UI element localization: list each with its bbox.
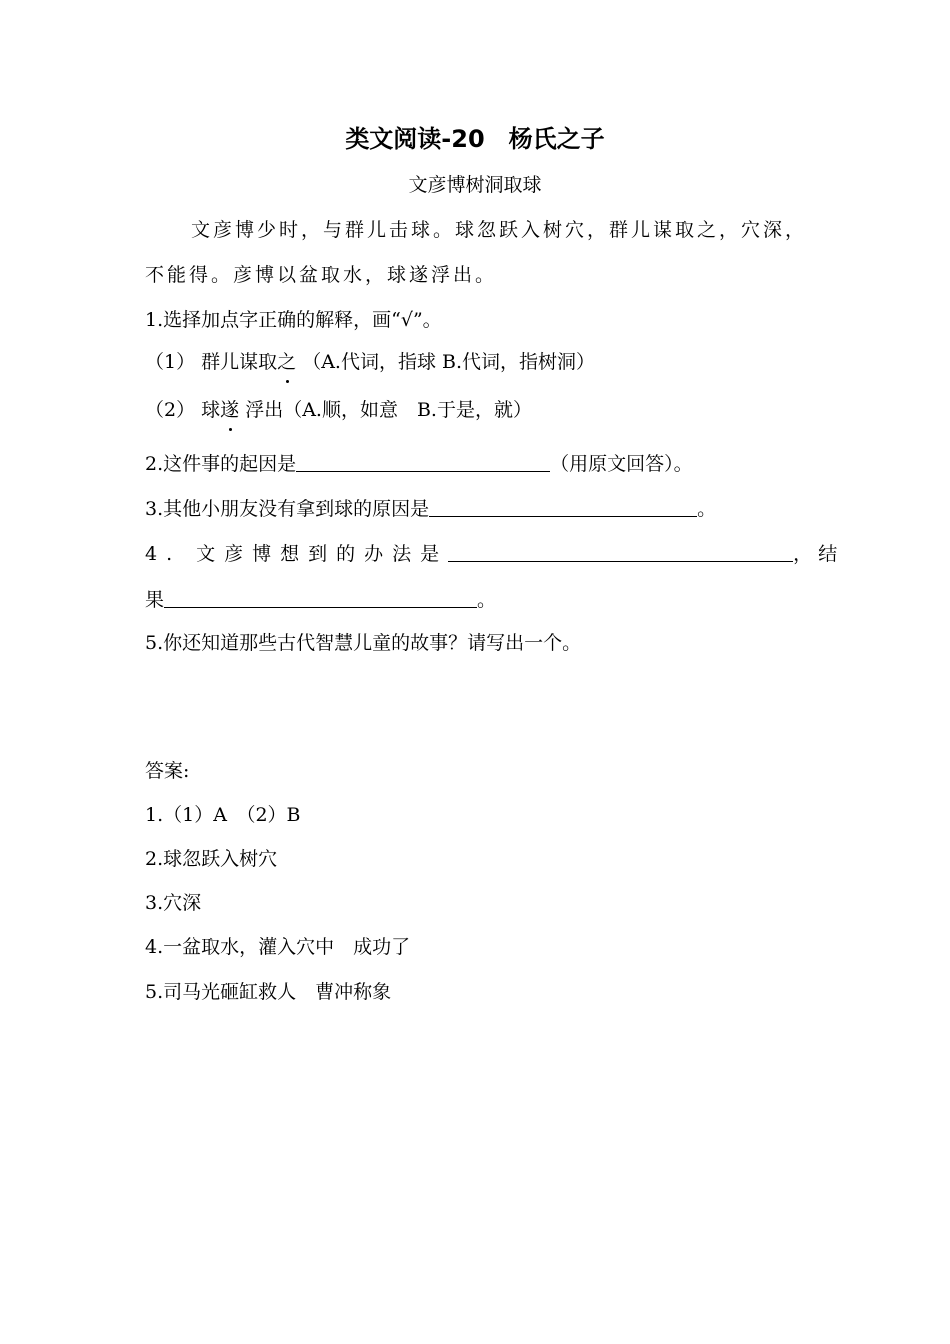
answer-3: 3.穴深 (145, 892, 202, 914)
answer-blank[interactable] (429, 496, 697, 517)
question-4-line-2 (145, 587, 496, 613)
answers-heading: 答案: (145, 760, 190, 782)
q1-2-prefix: （2） 球 (145, 399, 221, 421)
answer-2: 2.球忽跃入树穴 (145, 848, 278, 870)
page-title: 类文阅读-20 杨氏之子 (345, 125, 605, 153)
q4-text: 4. 文彦博想到的办法是 (145, 543, 449, 565)
answer-blank[interactable] (164, 587, 477, 608)
question-1-item-1 (145, 349, 595, 375)
question-5: 5.你还知道那些古代智慧儿童的故事？请写出一个。 (145, 632, 582, 654)
q3-text: 3.其他小朋友没有拿到球的原因是 (145, 498, 430, 520)
question-4 (145, 541, 837, 567)
q1-2-options: 浮出（A.顺，如意 B.于是，就） (239, 399, 532, 421)
question-1-item-2 (145, 397, 532, 423)
answer-blank[interactable] (448, 541, 793, 562)
q2-text: 2.这件事的起因是 (145, 453, 297, 475)
answer-1: 1.（1）A （2）B (145, 804, 301, 826)
answer-4: 4.一盆取水，灌入穴中 成功了 (145, 936, 411, 958)
emphasis-dot-char: 遂 (220, 399, 240, 421)
q2-suffix: （用原文回答）。 (550, 453, 693, 475)
emphasis-dot-char: 之 (277, 351, 297, 373)
passage-line-1: 文彦博少时，与群儿击球。球忽跃入树穴，群儿谋取之，穴深， (191, 219, 808, 241)
answer-blank[interactable] (296, 451, 550, 472)
question-1: 1.选择加点字正确的解释，画“√”。 (145, 309, 442, 331)
passage-line-2: 不能得。彦博以盆取水，球遂浮出。 (145, 264, 498, 286)
passage-subtitle: 文彦博树洞取球 (408, 174, 542, 196)
q4-result-label: 果 (145, 589, 165, 611)
q4-suffix: 。 (477, 589, 497, 611)
q1-1-options: （A.代词，指球 B.代词，指树洞） (296, 351, 595, 373)
question-2 (145, 451, 693, 477)
q4-mid: ， 结 (793, 543, 838, 565)
question-3 (145, 496, 716, 522)
answer-5: 5.司马光砸缸救人 曹冲称象 (145, 981, 392, 1003)
q3-suffix: 。 (697, 498, 717, 520)
q1-1-prefix: （1） 群儿谋取 (145, 351, 278, 373)
